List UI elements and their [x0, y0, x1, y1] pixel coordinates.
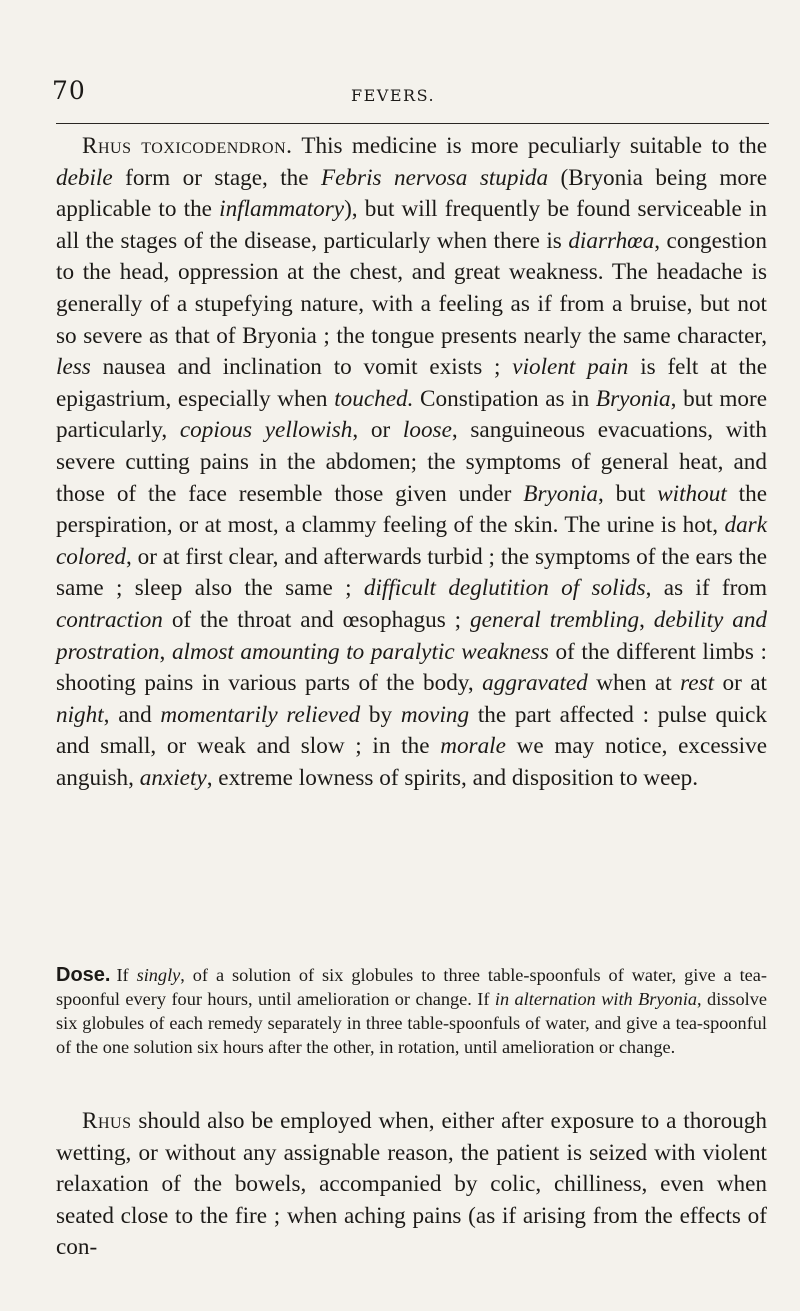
italic-phrase: moving: [400, 701, 470, 728]
text-run: the part affected : pulse quick and small, or weak and slow ; in the: [56, 701, 767, 760]
text-run: we may notice, excessive anguish,: [56, 733, 767, 791]
text-run: by: [360, 701, 401, 728]
second-text: [56, 1106, 767, 1264]
text-run: , of a solution of six globules to three table-spoonfuls of water, give a tea-spoonful every four hours, until amelioration or change. If: [56, 965, 767, 1009]
text-run: or at: [714, 670, 767, 697]
italic-phrase: in alternation with Bryonia: [494, 989, 698, 1009]
text-run: is felt at the epigastrium, especially when: [56, 354, 768, 412]
page-header: [52, 0, 769, 114]
text-run: the perspiration, or at most, a clammy feeling of the skin. The urine is hot,: [56, 480, 768, 539]
text-run: This medicine is more peculiarly suitable to the: [292, 133, 767, 159]
text-run: form or stage, the: [112, 164, 321, 191]
italic-phrase: loose: [402, 417, 452, 444]
italic-phrase: rest: [680, 670, 715, 697]
italic-phrase: aggravated: [482, 670, 588, 697]
italic-phrase: anxiety: [139, 764, 207, 791]
italic-phrase: debile: [56, 164, 113, 191]
italic-phrase: general trembling: [470, 606, 640, 633]
text-run: (Bryonia being more applicable to the: [56, 164, 767, 223]
text-run: , congestion to the head, oppression at the chest, and great weakness. The headache is generally of a stupefying nature, with a feeling as if from a bruise, but not so severe as that of Bryonia ; the tongue presents nearly the same character,: [56, 227, 767, 349]
paragraph-rhus-usage: [56, 1106, 767, 1264]
main-text: [56, 131, 767, 794]
paragraph-rhus-toxicodendron: [56, 131, 767, 794]
italic-phrase: without: [657, 480, 727, 507]
text-run: , as if from: [645, 575, 767, 602]
italic-phrase: difficult deglutition of solids: [363, 575, 646, 602]
text-run: , but more particularly,: [56, 385, 767, 444]
text-run: ), but will frequently be found serviceable in all the stages of the disease, particularly when there is: [56, 196, 767, 254]
text-run: ,: [159, 638, 172, 665]
text-run: , or at first clear, and afterwards turbid ; the symptoms of the ears the same ; sleep also the same ;: [56, 543, 767, 602]
italic-phrase: almost amounting to paralytic weakness: [171, 638, 549, 665]
dose-label: Dose.: [56, 964, 111, 986]
dose-text: [56, 965, 767, 1057]
header-rule: [56, 123, 769, 124]
text-run: , and: [103, 701, 161, 728]
book-page: [52, 0, 769, 1261]
text-run: ,: [639, 606, 654, 633]
italic-phrase: less: [56, 354, 91, 381]
text-run: , extreme lowness of spirits, and disposition to weep.: [206, 764, 699, 791]
italic-phrase: night: [56, 701, 104, 728]
text-run: Constipation as in: [413, 385, 596, 412]
text-run: should also be employed when, either after exposure to a thorough wetting, or without any assignable reason, the patient is seized with violent relaxation of the bowels, accompanied by colic, chilliness, even when seated close to the fire ; when aching pains (as if arising from the effects of con-: [56, 1108, 767, 1261]
text-run: of the throat and œsophagus ;: [162, 606, 470, 633]
text-run: nausea and inclination to vomit exists ;: [90, 354, 513, 381]
running-head: FEVERS.: [351, 86, 436, 105]
text-run: , sanguineous evacuations, with severe cutting pains in the abdomen; the symptoms of general heat, and those of the face resemble those given under: [56, 417, 767, 507]
italic-phrase: morale: [440, 733, 506, 760]
italic-phrase: Febris nervosa stupida: [321, 164, 549, 191]
text-run: , dissolve six globules of each remedy separately in three table-spoonfuls of water, and give a tea-spoonful of the one solution six hours after the other, in rotation, until amelioration or change.: [56, 989, 767, 1057]
italic-phrase: momentarily relieved: [160, 701, 361, 728]
text-run: , but: [597, 480, 658, 507]
text-run: when at: [587, 670, 681, 697]
dose-block: [56, 963, 767, 1059]
italic-phrase: Bryonia: [523, 480, 598, 507]
italic-phrase: contraction: [56, 606, 163, 633]
text-run: If: [116, 965, 137, 985]
dose-paragraph: [56, 963, 767, 1059]
italic-phrase: copious yellowish: [179, 417, 353, 444]
text-run: of the different limbs : shooting pains in various parts of the body,: [56, 638, 767, 697]
italic-phrase: dark colored: [56, 512, 767, 570]
italic-phrase: diarrhœa: [568, 227, 655, 254]
italic-phrase: inflammatory: [219, 196, 345, 223]
italic-phrase: debility and prostration: [56, 606, 768, 665]
italic-phrase: Bryonia: [595, 385, 671, 412]
text-run: , or: [352, 417, 403, 444]
page-number: 70: [52, 76, 86, 105]
remedy-name: Rhus: [82, 1108, 132, 1134]
remedy-name: Rhus toxicodendron.: [82, 133, 293, 159]
italic-phrase: touched.: [334, 385, 414, 412]
italic-phrase: violent pain: [512, 354, 629, 381]
italic-phrase: singly: [136, 965, 181, 985]
